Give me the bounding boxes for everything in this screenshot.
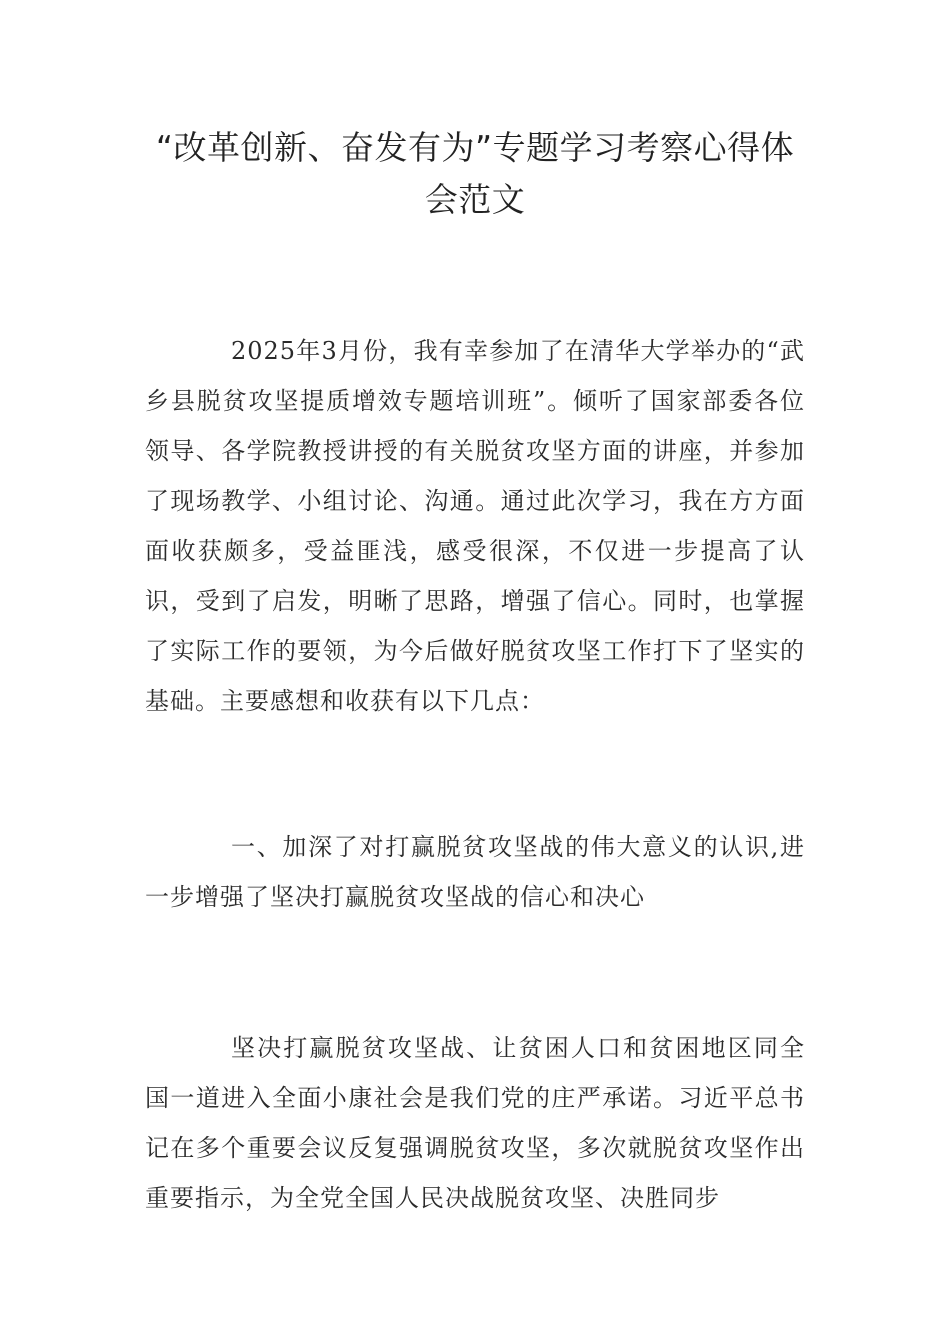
document-title: “改革创新、奋发有为”专题学习考察心得体会范文 — [155, 128, 795, 219]
paragraph-intro: 2025年3月份，我有幸参加了在清华大学举办的“武乡县脱贫攻坚提质增效专题培训班”。倾听了国家部委各位领导、各学院教授讲授的有关脱贫攻坚方面的讲座，并参加了现场教学、小组讨论、沟通。通过此次学习，我在方方面面收获颇多，受益匪浅，感受很深，不仅进一步提高了认识，受到了启发，明晰了思路，增强了信心。同时，也掌握了实际工作的要领，为今后做好脱贫攻坚工作打下了坚实的基础。主要感想和收获有以下几点： — [145, 337, 805, 715]
section-heading-1: 一、加深了对打赢脱贫攻坚战的伟大意义的认识,进一步增强了坚决打赢脱贫攻坚战的信心和决心 — [145, 833, 805, 911]
paragraph-section-1: 坚决打赢脱贫攻坚战、让贫困人口和贫困地区同全国一道进入全面小康社会是我们党的庄严承诺。习近平总书记在多个重要会议反复强调脱贫攻坚，多次就脱贫攻坚作出重要指示，为全党全国人民决战脱贫攻坚、决胜同步 — [145, 1034, 805, 1212]
